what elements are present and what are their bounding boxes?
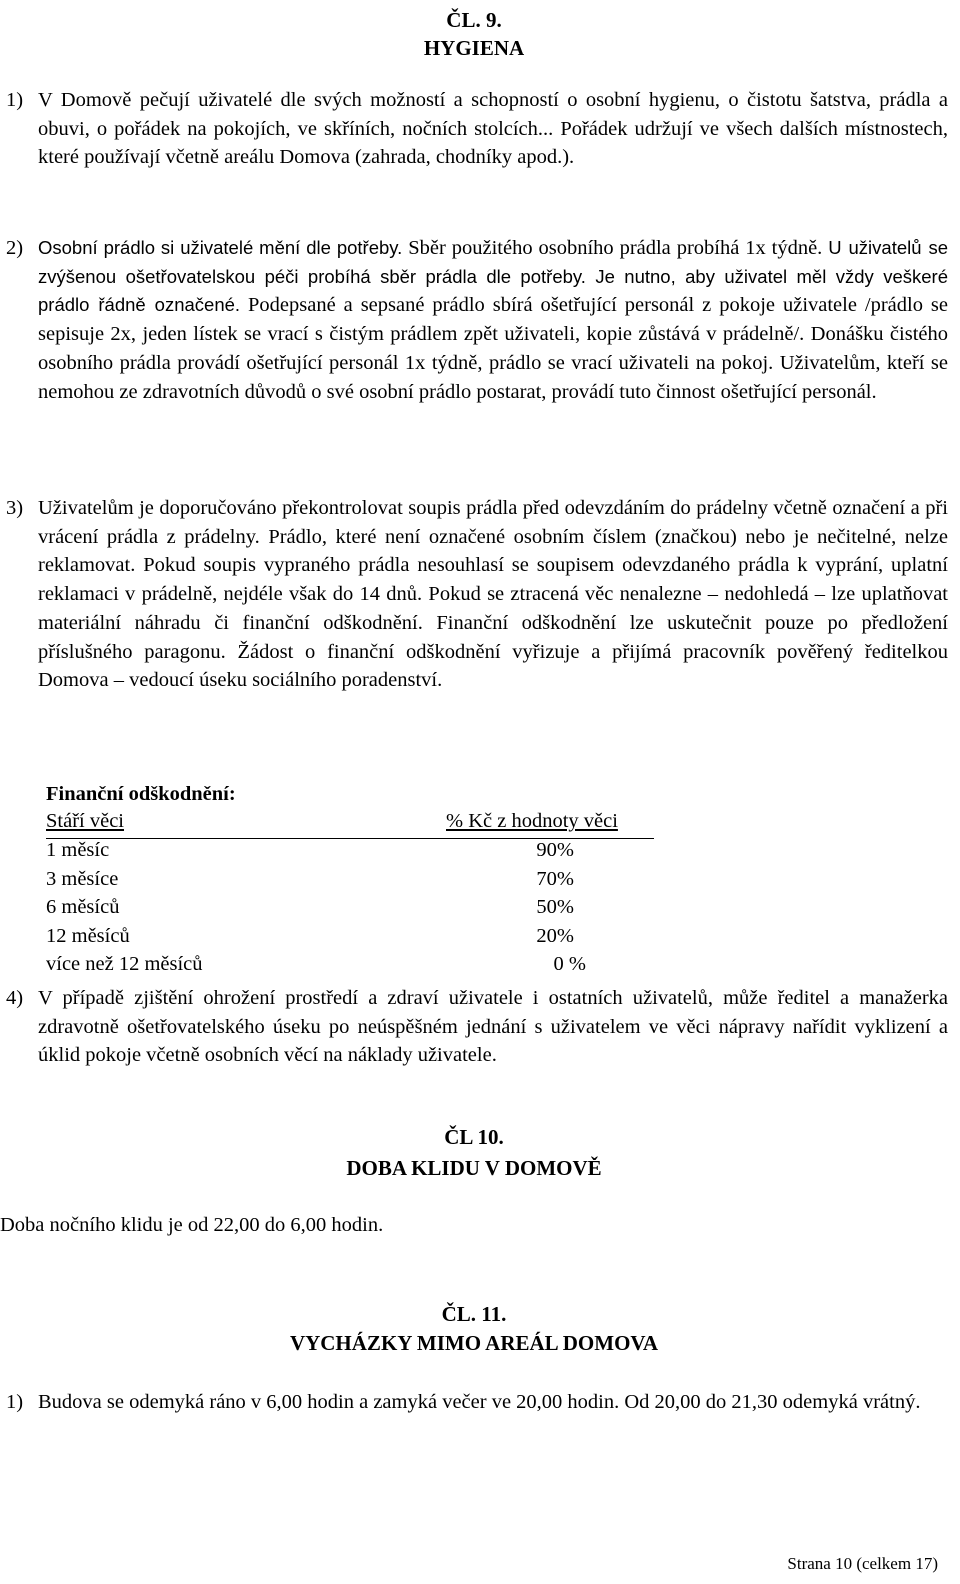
item-number: 1) [6, 89, 24, 111]
row-percent: 50% [536, 896, 574, 918]
chapter-11-item-1 [6, 1388, 948, 1417]
row-percent: 70% [536, 867, 574, 890]
column-percent: % Kč z hodnoty věci [446, 810, 618, 832]
page-footer: Strana 10 (celkem 17) [787, 1554, 938, 1573]
chapter-9-number: ČL. 9. [446, 8, 502, 32]
compensation-header [46, 808, 654, 839]
chapter-10-title: DOBA KLIDU V DOMOVĚ [346, 1156, 602, 1180]
item-text: Budova se odemyká ráno v 6,00 hodin a zamyká večer ve 20,00 hodin. Od 20,00 do 21,30 odemyká vrátný. [38, 1391, 921, 1413]
chapter-9-item-4 [6, 984, 948, 1070]
table-row [46, 953, 666, 982]
chapter-11-title: VYCHÁZKY MIMO AREÁL DOMOVA [289, 1331, 659, 1355]
row-age: více než 12 měsíců [46, 953, 203, 975]
chapter-9-item-1 [6, 86, 948, 172]
item-text: Uživatelům je doporučováno překontrolovat soupis prádla před odevzdáním do prádelny včetně označení a při vrácení prádla z prádelny. Prádlo, které není označené osobním číslem (značkou) nebo je nečitelné, nelze reklamovat. Pokud soupis vypraného prádla nesouhlasí se soupisem odevzdaného prádla k vyprání, uplatní reklamaci v prádelně, nejdéle však do 14 dnů. Pokud se ztracená věc nenalezne – nedohledá – lze uplatňovat materiální náhradu či finanční odškodnění. Finanční odškodnění lze uskutečnit pouze po předložení příslušného paragonu. Žádost o finanční odškodnění vyřizuje a přijímá pracovník pověřený ředitelkou Domova – vedoucí úseku sociálního poradenství. [38, 497, 948, 692]
table-row [46, 896, 666, 925]
item-2-sentence-1: Osobní prádlo si uživatelé mění dle potřeby. [38, 237, 403, 258]
table-row [46, 868, 666, 897]
item-number: 1) [6, 1391, 24, 1413]
item-text: V Domově pečují uživatelé dle svých možností a schopností o osobní hygienu, o čistotu šatstva, prádla a obuvi, o pořádek na pokojích, ve skříních, nočních stolcích... Pořádek udržují ve všech dalších místnostech, které používají včetně areálu Domova (zahrada, chodníky apod.). [38, 89, 948, 169]
item-2-rest-text: Podepsané a sepsané prádlo sbírá ošetřující personál z pokoje uživatele /prádlo se sepisuje 2x, jeden lístek se vrací s čistým prádlem zpět uživateli, kopie zůstává v prádelně/. Donášku čistého osobního prádla provádí ošetřující personál 1x týdně, prádlo se vrací uživateli na pokoj. Uživatelům, kteří se nemohou ze zdravotních důvodů o své osobní prádlo postarat, provádí tuto činnost ošetřující personál. [38, 294, 948, 403]
row-percent: 90% [536, 839, 574, 861]
chapter-10-number: ČL 10. [444, 1125, 504, 1149]
chapter-9-item-3 [6, 494, 948, 695]
row-age: 6 měsíců [46, 896, 120, 918]
item-text: V případě zjištění ohrožení prostředí a zdraví uživatele i ostatních uživatelů, může ředitel a manažerka zdravotně ošetřovatelského úseku po neúspěšném jednání s uživatelem ve věci nápravy nařídit vyklizení a úklid pokoje včetně osobních věcí na náklady uživatele. [38, 987, 948, 1067]
item-number: 3) [6, 497, 24, 519]
table-row [46, 839, 666, 868]
row-age: 12 měsíců [46, 924, 130, 947]
item-2-sentence-2: Sběr použitého osobního prádla probíhá 1x týdně. [408, 237, 823, 259]
chapter-10-text: Doba nočního klidu je od 22,00 do 6,00 hodin. [0, 1214, 384, 1236]
compensation-title: Finanční odškodnění: [46, 783, 236, 805]
item-2-sans-text: U uživatelů se zvýšenou ošetřovatelskou péči probíhá sběr prádla dle potřeby. Je nutno, aby uživatel měl vždy veškeré prádlo řádně označené. [38, 237, 949, 316]
column-age: Stáří věci [46, 810, 124, 832]
row-percent: 20% [536, 924, 574, 947]
compensation-table [46, 780, 666, 982]
row-percent: 0 % [553, 953, 586, 975]
table-row [46, 925, 666, 954]
chapter-9-title: HYGIENA [423, 36, 525, 60]
item-number: 2) [6, 237, 24, 259]
chapter-9-item-2 [6, 234, 949, 406]
item-number: 4) [6, 987, 24, 1009]
row-age: 3 měsíce [46, 867, 119, 890]
chapter-11-number: ČL. 11. [441, 1302, 507, 1326]
row-age: 1 měsíc [46, 839, 110, 861]
